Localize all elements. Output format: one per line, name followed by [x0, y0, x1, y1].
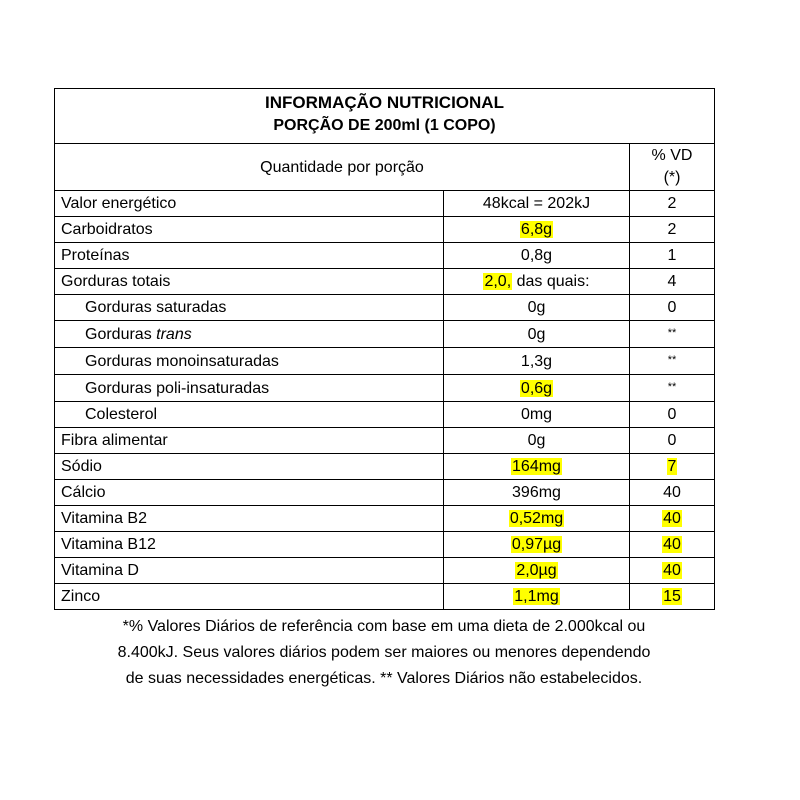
nutrient-name-text: Fibra alimentar — [61, 432, 168, 449]
nutrient-amount — [444, 243, 630, 269]
nutrient-row — [55, 217, 715, 243]
nutrient-amount-value: 0g — [527, 432, 546, 449]
nutrient-amount-value: 0,6g — [520, 379, 553, 397]
nutrient-amount-value: 0g — [527, 325, 546, 343]
nutrient-name-text: Vitamina B12 — [61, 536, 156, 553]
nutrient-name — [55, 217, 444, 243]
nutrient-vd — [630, 348, 715, 375]
nutrient-row — [55, 191, 715, 217]
footnote-line: *% Valores Diários de referência com base em uma dieta de 2.000kcal ou — [122, 618, 646, 635]
nutrient-amount-value: 6,8g — [520, 221, 553, 238]
nutrient-name — [55, 375, 444, 402]
nutrient-vd-value: 2 — [667, 221, 677, 238]
nutrient-vd — [630, 584, 715, 610]
nutrient-amount — [444, 454, 630, 480]
nutrient-amount — [444, 480, 630, 506]
nutrient-vd-value: 1 — [667, 247, 677, 264]
nutrient-row — [55, 584, 715, 610]
nutrient-vd-value: 7 — [667, 458, 677, 475]
nutrient-amount — [444, 428, 630, 454]
nutrient-amount-value: 1,1mg — [514, 588, 559, 605]
nutrition-label — [54, 88, 714, 692]
nutrient-vd — [630, 480, 715, 506]
nutrient-amount — [444, 191, 630, 217]
nutrient-vd — [630, 217, 715, 243]
nutrient-amount-value: 0g — [527, 299, 546, 316]
nutrient-row — [55, 558, 715, 584]
nutrient-name — [55, 243, 444, 269]
nutrient-vd — [630, 191, 715, 217]
nutrient-vd — [630, 269, 715, 295]
nutrient-row — [55, 480, 715, 506]
nutrient-name-italic: trans — [156, 325, 192, 343]
nutrient-vd — [630, 428, 715, 454]
nutrient-amount-suffix: das quais: — [512, 273, 590, 290]
nutrient-name-text: Vitamina D — [61, 562, 139, 579]
nutrient-amount — [444, 402, 630, 428]
nutrient-name-text: Carboidratos — [61, 221, 153, 238]
nutrient-vd — [630, 402, 715, 428]
nutrient-name — [55, 269, 444, 295]
nutrient-name — [55, 348, 444, 375]
nutrient-vd — [630, 321, 715, 348]
nutrient-amount-value: 2,0, — [484, 273, 512, 290]
label-title — [55, 89, 715, 144]
nutrient-name-text: Gorduras — [85, 325, 157, 343]
nutrient-amount — [444, 558, 630, 584]
nutrient-amount — [444, 217, 630, 243]
vd-header-line1: % VD — [651, 147, 693, 164]
nutrient-vd-value: 40 — [663, 562, 681, 579]
nutrient-name-text: Vitamina B2 — [61, 510, 147, 527]
nutrient-amount-value: 396mg — [512, 484, 561, 501]
nutrient-name — [55, 428, 444, 454]
nutrient-name — [55, 506, 444, 532]
nutrient-vd-value: 40 — [663, 510, 681, 527]
nutrient-name-text: Cálcio — [61, 484, 106, 501]
nutrient-name-text: Gorduras poli-insaturadas — [85, 379, 270, 397]
nutrient-name — [55, 321, 444, 348]
nutrient-name-text: Sódio — [61, 458, 102, 475]
nutrient-vd-value: 2 — [667, 195, 677, 212]
nutrient-vd-value: 0 — [667, 299, 677, 316]
nutrient-name — [55, 558, 444, 584]
nutrient-row — [55, 295, 715, 321]
nutrient-amount-value: 0,8g — [520, 247, 553, 264]
nutrient-amount-value: 48kcal = 202kJ — [482, 195, 591, 212]
nutrient-amount — [444, 532, 630, 558]
nutrient-name-text: Proteínas — [61, 247, 130, 264]
header-row — [55, 144, 715, 191]
nutrient-vd-value: ** — [667, 354, 677, 366]
nutrient-name — [55, 454, 444, 480]
nutrient-amount-value: 0,52mg — [509, 510, 564, 527]
nutrient-row — [55, 454, 715, 480]
nutrient-vd-value: ** — [667, 327, 677, 339]
nutrient-amount — [444, 295, 630, 321]
nutrient-amount — [444, 506, 630, 532]
nutrient-vd — [630, 295, 715, 321]
nutrient-name-text: Colesterol — [85, 406, 158, 423]
nutrient-amount — [444, 321, 630, 348]
nutrient-amount — [444, 375, 630, 402]
nutrient-amount-value: 164mg — [512, 458, 561, 475]
footnote-line: de suas necessidades energéticas. ** Valores Diários não estabelecidos. — [125, 670, 643, 687]
nutrient-amount-value: 2,0µg — [516, 562, 557, 579]
nutrient-name — [55, 191, 444, 217]
title-text: INFORMAÇÃO NUTRICIONAL — [265, 93, 504, 112]
nutrient-row — [55, 402, 715, 428]
nutrient-row — [55, 532, 715, 558]
nutrient-vd — [630, 375, 715, 402]
nutrient-name — [55, 584, 444, 610]
footnote — [34, 614, 734, 692]
nutrient-vd-value: 40 — [663, 484, 681, 501]
nutrient-row — [55, 243, 715, 269]
nutrient-name-text: Gorduras saturadas — [85, 299, 227, 316]
nutrient-name-text: Gorduras totais — [61, 273, 171, 290]
quantity-header: Quantidade por porção — [55, 144, 630, 191]
nutrient-vd-value: 4 — [667, 273, 677, 290]
nutrient-name-text: Gorduras monoinsaturadas — [85, 352, 279, 370]
nutrient-row — [55, 348, 715, 375]
serving-size: PORÇÃO DE 200ml (1 COPO) — [273, 117, 496, 134]
nutrient-row — [55, 321, 715, 348]
nutrient-amount-value: 0mg — [520, 406, 553, 423]
nutrient-vd — [630, 532, 715, 558]
nutrient-vd — [630, 506, 715, 532]
nutrient-name-text: Zinco — [61, 588, 101, 605]
nutrient-vd-value: 40 — [663, 536, 681, 553]
nutrient-vd-value: 15 — [663, 588, 681, 605]
nutrient-row — [55, 506, 715, 532]
nutrient-name — [55, 295, 444, 321]
vd-header-line2: (*) — [663, 169, 681, 186]
vd-header — [630, 144, 715, 191]
nutrient-row — [55, 428, 715, 454]
nutrient-amount — [444, 269, 630, 295]
footnote-line: 8.400kJ. Seus valores diários podem ser maiores ou menores dependendo — [117, 644, 651, 661]
nutrient-vd-value: ** — [667, 381, 677, 393]
nutrient-vd — [630, 243, 715, 269]
nutrient-row — [55, 375, 715, 402]
nutrition-table — [54, 88, 715, 610]
nutrient-name — [55, 532, 444, 558]
nutrient-amount-value: 1,3g — [520, 352, 553, 370]
nutrient-name — [55, 480, 444, 506]
nutrient-name-text: Valor energético — [61, 195, 177, 212]
nutrient-vd-value: 0 — [667, 406, 677, 423]
title-row — [55, 89, 715, 144]
nutrient-amount — [444, 584, 630, 610]
nutrient-name — [55, 402, 444, 428]
nutrient-row — [55, 269, 715, 295]
nutrient-vd — [630, 454, 715, 480]
nutrient-amount — [444, 348, 630, 375]
nutrient-vd-value: 0 — [667, 432, 677, 449]
nutrient-vd — [630, 558, 715, 584]
nutrient-amount-value: 0,97µg — [511, 536, 562, 553]
